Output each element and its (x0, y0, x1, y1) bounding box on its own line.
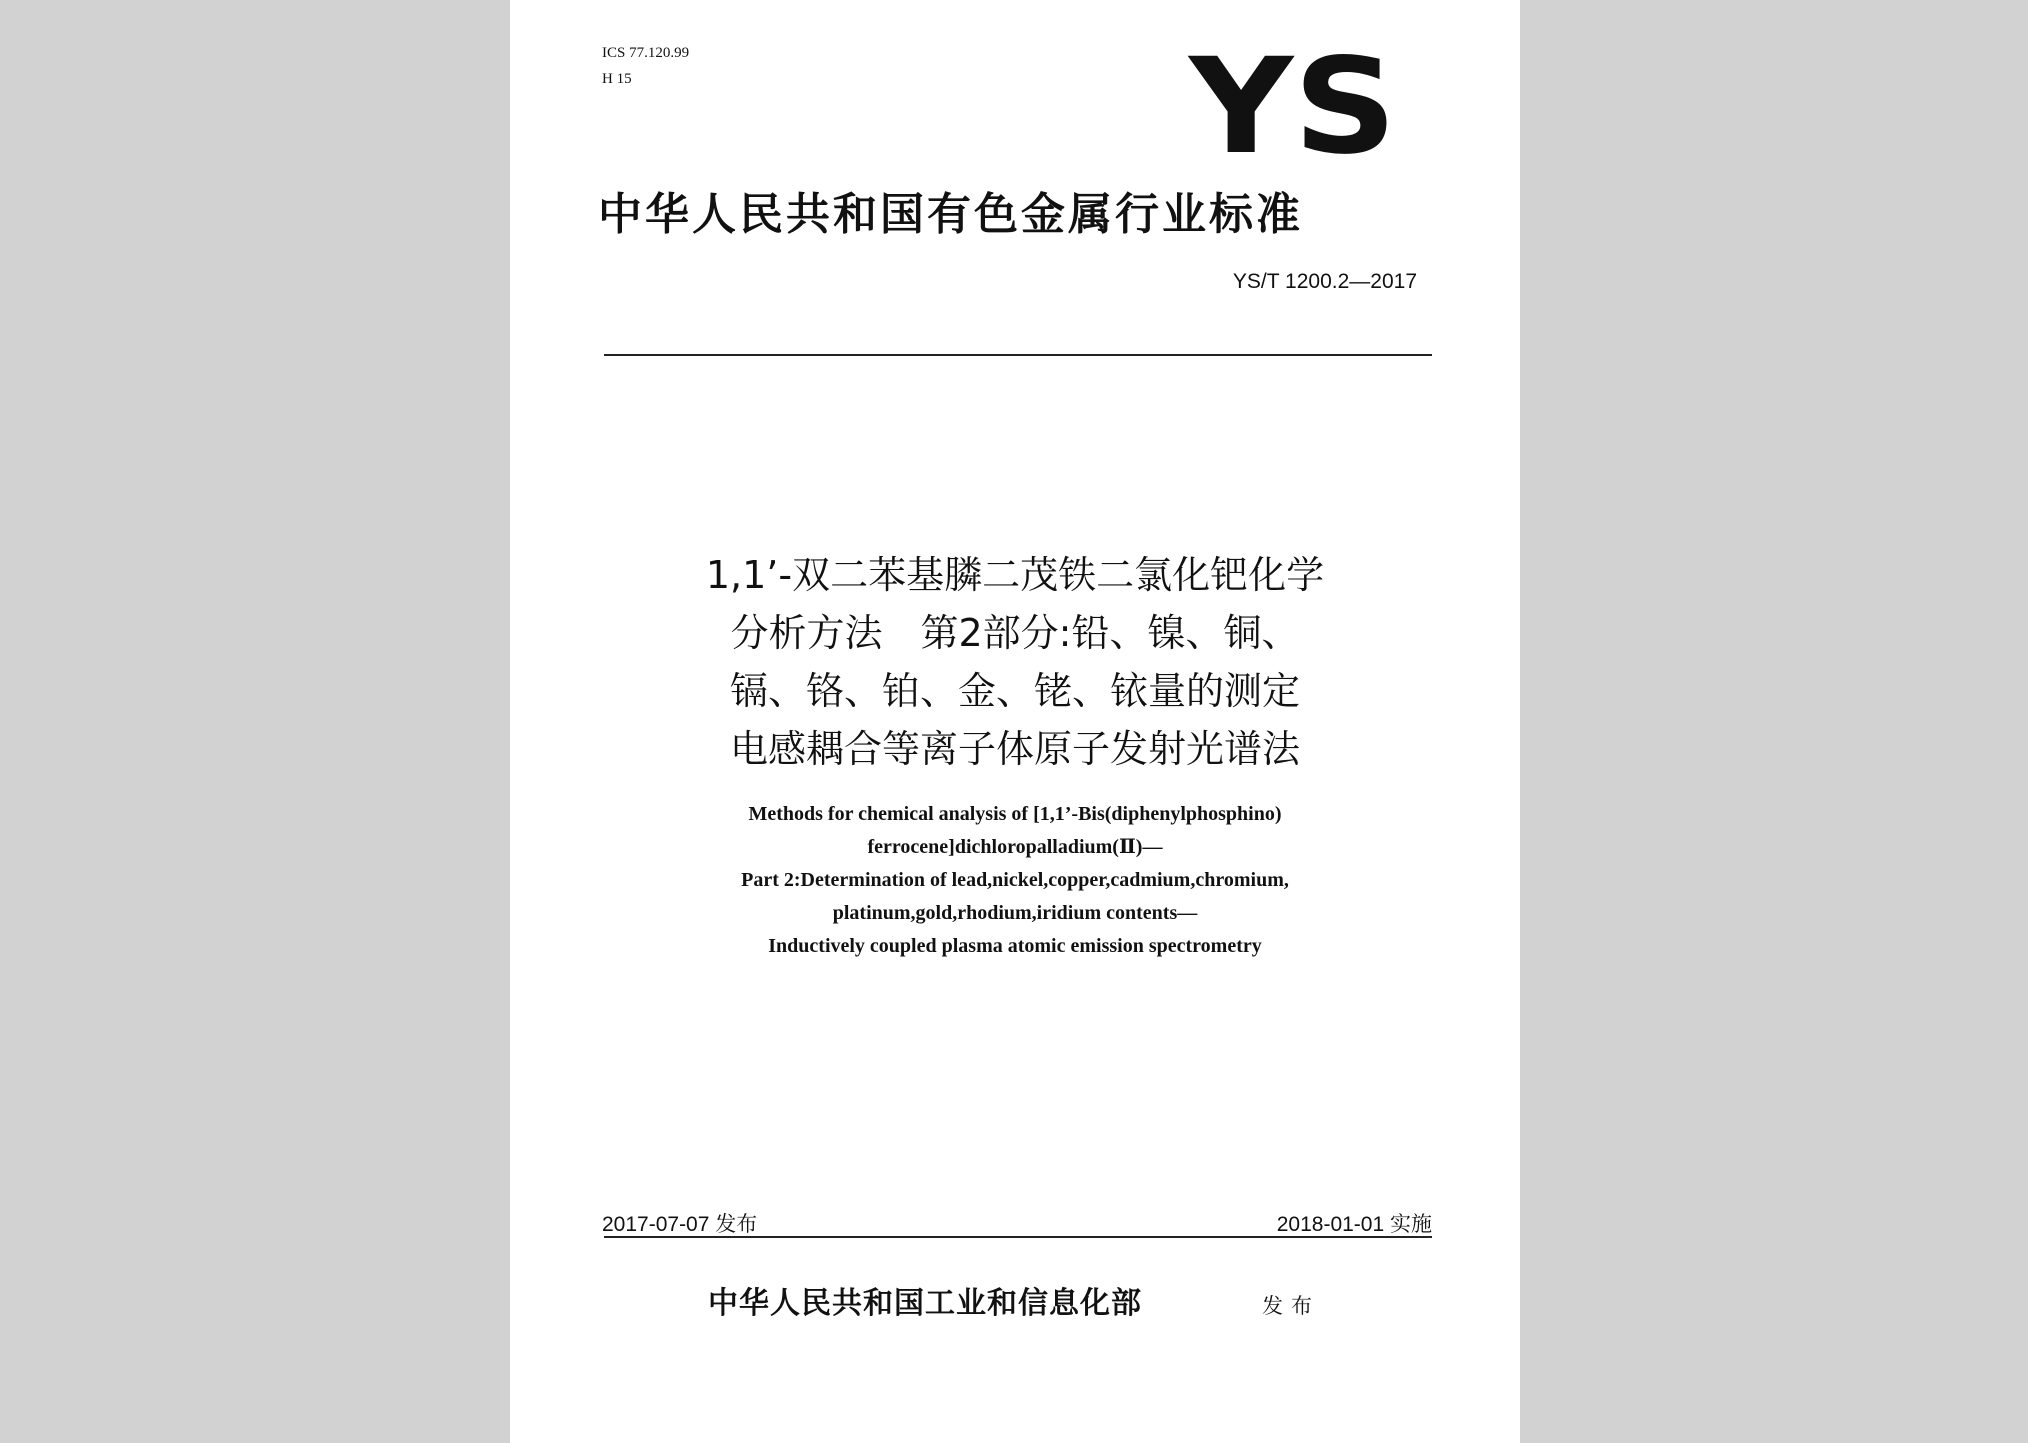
standard-category-title: 中华人民共和国有色金属行业标准 (598, 189, 1303, 240)
issuing-authority: 中华人民共和国工业和信息化部 (708, 1286, 1142, 1321)
chinese-title-line: 1,1’-双二苯基膦二茂铁二氯化钯化学 (705, 553, 1325, 597)
standard-number: YS/T 1200.2—2017 (1232, 270, 1417, 293)
english-title-line: Part 2:Determination of lead,nickel,copper,cadmium,chromium, (741, 869, 1289, 891)
classification-codes (602, 40, 689, 92)
english-title-line: platinum,gold,rhodium,iridium contents— (832, 902, 1198, 924)
document-page (510, 0, 1520, 1443)
english-title-line: ferrocene]dichloropalladium(Ⅱ)— (867, 836, 1163, 858)
english-title-line: Inductively coupled plasma atomic emission spectrometry (768, 935, 1262, 957)
header-divider (604, 354, 1432, 356)
english-title-line: Methods for chemical analysis of [1,1’-Bis(diphenylphosphino) (748, 803, 1282, 825)
ys-logo (1186, 48, 1400, 160)
issuing-action: 发布 (1262, 1294, 1320, 1318)
ics-code: ICS 77.120.99 (602, 45, 690, 61)
chinese-title (550, 546, 1480, 778)
footer-divider (604, 1236, 1432, 1238)
issue-date: 2017-07-07 发布 (602, 1213, 758, 1236)
ys-logo-text: YS (1186, 48, 1397, 160)
ccs-code: H 15 (602, 71, 632, 87)
chinese-title-line: 分析方法 第2部分:铅、镍、铜、 (730, 611, 1300, 655)
implementation-date: 2018-01-01 实施 (1276, 1213, 1432, 1236)
chinese-title-line: 镉、铬、铂、金、铑、铱量的测定 (729, 669, 1300, 713)
english-title (550, 798, 1480, 963)
chinese-title-line: 电感耦合等离子体原子发射光谱法 (729, 727, 1300, 771)
